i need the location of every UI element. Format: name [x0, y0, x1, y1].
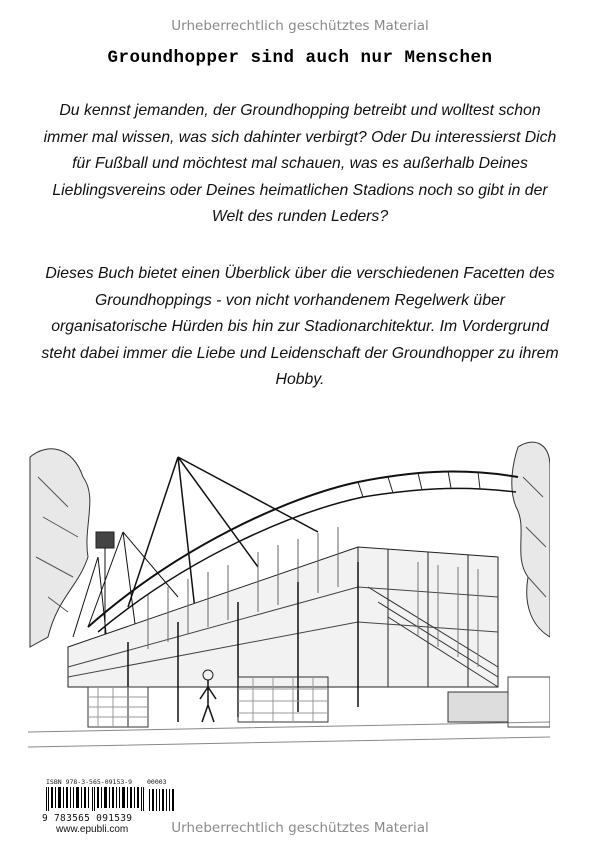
copyright-watermark-top: Urheberrechtlich geschütztes Material	[171, 18, 429, 34]
book-title: Groundhopper sind auch nur Menschen	[107, 48, 493, 68]
stadium-sketch-illustration	[28, 437, 550, 762]
isbn-label: ISBN 978-3-565-09153-9	[46, 778, 133, 786]
ean-barcode-icon	[46, 787, 146, 811]
addon-barcode-icon	[148, 787, 176, 811]
blurb-paragraph-1: Du kennst jemanden, der Groundhopping betreibt und wolltest schon immer mal wissen, was sich dahinter verbirgt? Oder Du interessierst Dich für Fußball und möchtest mal schauen, was es außerhalb Deines Lieblingsvereins oder Deines heimatlichen Stadions noch so gibt in der Welt des runden Leders?	[43, 102, 557, 225]
ean-digits: 9 783565 091539	[42, 813, 133, 824]
blurb-paragraph-2: Dieses Buch bietet einen Überblick über die verschiedenen Facetten des Groundhoppings - von nicht vorhandenem Regelwerk über organisatorische Hürden bis hin zur Stadionarchitektur. Im Vordergrund steht dabei immer die Liebe und Leidenschaft der Groundhopper zu ihrem Hobby.	[41, 265, 559, 388]
copyright-watermark-bottom: Urheberrechtlich geschütztes Material	[171, 820, 429, 836]
publisher-url: www.epubli.com	[56, 824, 129, 835]
addon-number: 00003	[147, 778, 167, 786]
